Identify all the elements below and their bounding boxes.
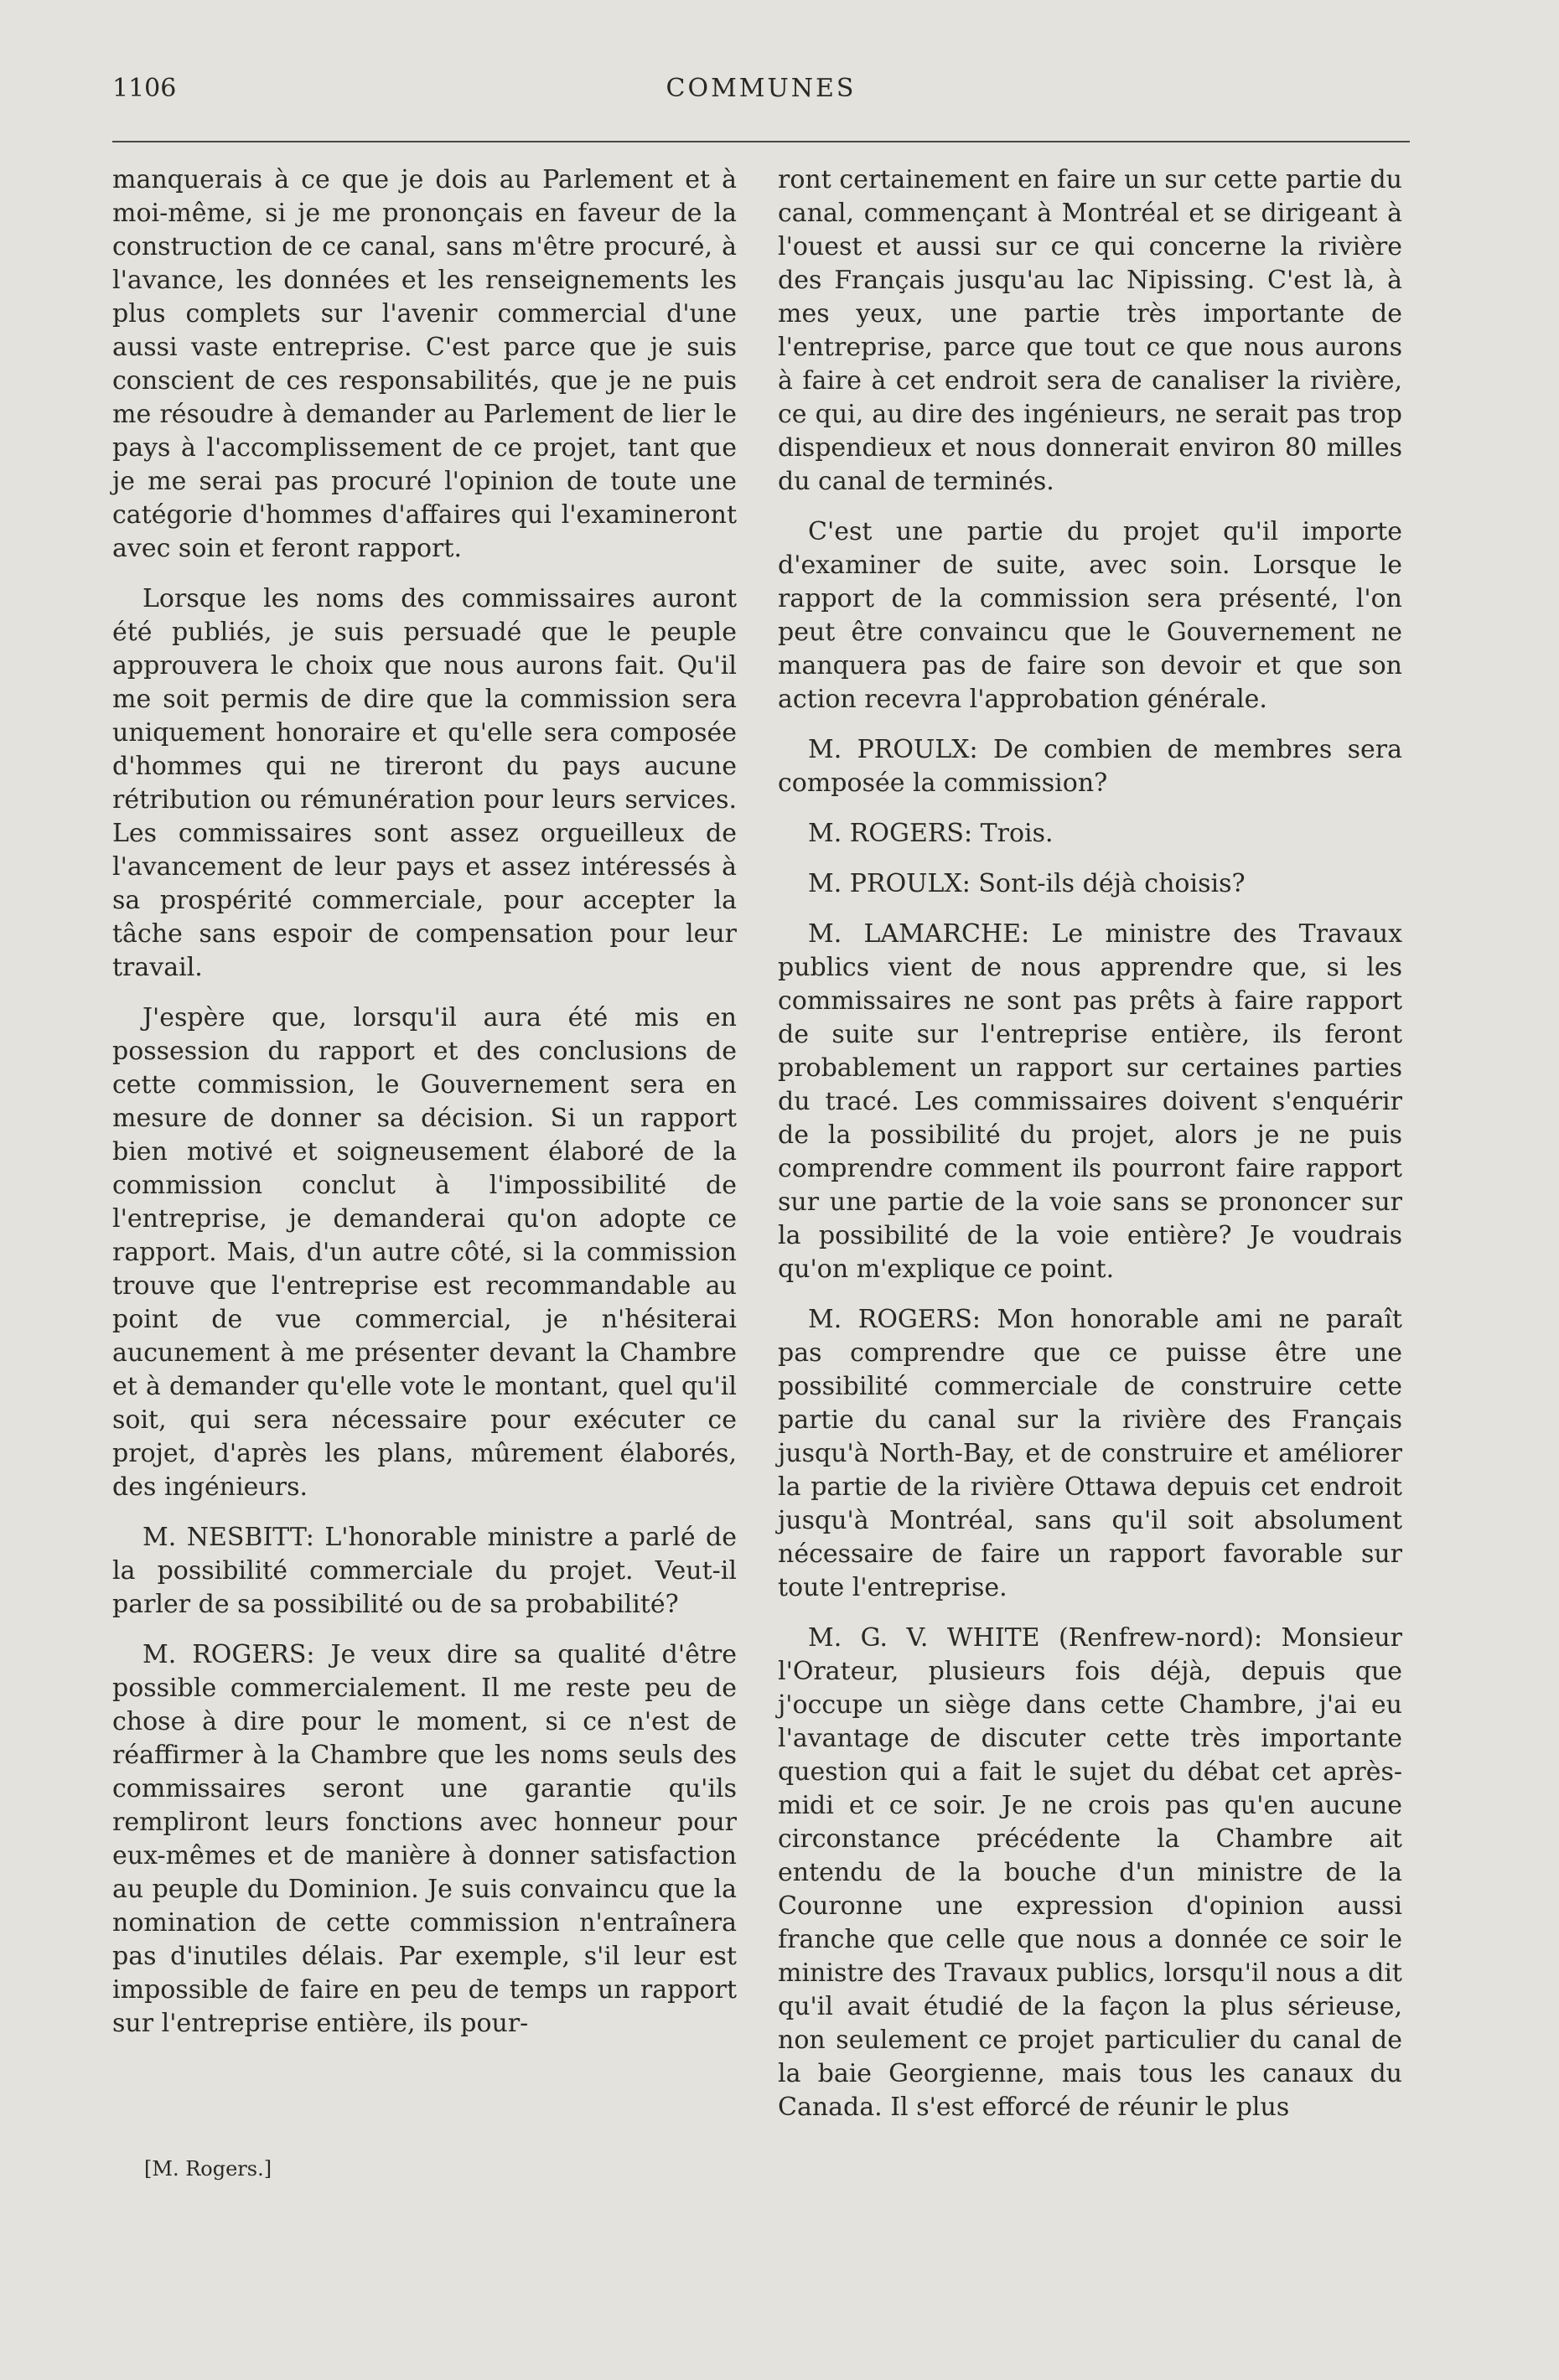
paragraph: M. PROULX: De combien de membres sera composée la commission?: [778, 735, 1402, 798]
paragraph: M. NESBITT: L'honorable ministre a parlé de la possibilité commerciale du projet. Veut-il parler de sa possibilité ou de sa probabilité?: [112, 1523, 737, 1619]
paragraph: M. G. V. WHITE (Renfrew-nord): Monsieur l'Orateur, plusieurs fois déjà, depuis que j'occupe un siège dans cette Chambre, j'ai eu l'avantage de discuter cette très importante question qui a fait le sujet du débat cet après-midi et ce soir. Je ne crois pas qu'en aucune circonstance précédente la Chambre ait entendu de la bouche d'un ministre de la Couronne une expression d'opinion aussi franche que celle que nous a donnée ce soir le ministre des Travaux publics, lorsqu'il nous a dit qu'il avait étudié de la façon la plus sérieuse, non seulement ce projet particulier du canal de la baie Georgienne, mais tous les canaux du Canada. Il s'est efforcé de réunir le plus: [778, 1623, 1402, 2122]
page-header: [112, 74, 1410, 116]
header-rule: [112, 141, 1410, 142]
paragraph: M. ROGERS: Trois.: [808, 819, 1054, 848]
speaker-reference: [M. Rogers.]: [144, 2157, 272, 2181]
right-column: [778, 163, 1402, 2141]
running-head: COMMUNES: [666, 74, 857, 103]
paragraph: M. LAMARCHE: Le ministre des Travaux publics vient de nous apprendre que, si les commissaires ne sont pas prêts à faire rapport de suite sur l'entreprise entière, ils feront probablement un rapport sur certaines parties du tracé. Les commissaires doivent s'enquérir de la possibilité du projet, alors je ne puis comprendre comment ils pourront faire rapport sur une partie de la voie sans se prononcer sur la possibilité de la voie entière? Je voudrais qu'on m'explique ce point.: [778, 919, 1402, 1284]
paragraph: M. PROULX: Sont-ils déjà choisis?: [808, 869, 1246, 898]
paragraph: M. ROGERS: Mon honorable ami ne paraît pas comprendre que ce puisse être une possibilité commerciale de construire cette partie du canal sur la rivière des Français jusqu'à North-Bay, et de construire et améliorer la partie de la rivière Ottawa depuis cet endroit jusqu'à Montréal, sans qu'il soit absolument nécessaire de faire un rapport favorable sur toute l'entreprise.: [778, 1305, 1402, 1602]
paragraph: C'est une partie du projet qu'il importe d'examiner de suite, avec soin. Lorsque le rapport de la commission sera présenté, l'on peut être convaincu que le Gouvernement ne manquera pas de faire son devoir et que son action recevra l'approbation générale.: [778, 517, 1402, 714]
paragraph: M. ROGERS: Je veux dire sa qualité d'être possible commercialement. Il me reste peu de chose à dire pour le moment, si ce n'est de réaffirmer à la Chambre que les noms seuls des commissaires seront une garantie qu'ils rempliront leurs fonctions avec honneur pour eux-mêmes et de manière à donner satisfaction au peuple du Dominion. Je suis convaincu que la nomination de cette commission n'entraînera pas d'inutiles délais. Par exemple, s'il leur est impossible de faire en peu de temps un rapport sur l'entreprise entière, ils pour-: [112, 1640, 737, 2038]
paragraph: manquerais à ce que je dois au Parlement et à moi-même, si je me prononçais en faveur de la construction de ce canal, sans m'être procuré, à l'avance, les données et les renseignements les plus complets sur l'avenir commercial d'une aussi vaste entreprise. C'est parce que je suis conscient de ces responsabilités, que je ne puis me résoudre à demander au Parlement de lier le pays à l'accomplissement de ce projet, tant que je me serai pas procuré l'opinion de toute une catégorie d'hommes d'affaires qui l'examineront avec soin et feront rapport.: [112, 165, 737, 563]
paragraph: Lorsque les noms des commissaires auront été publiés, je suis persuadé que le peuple approuvera le choix que nous aurons fait. Qu'il me soit permis de dire que la commission sera uniquement honoraire et qu'elle sera composée d'hommes qui ne tireront du pays aucune rétribution ou rémunération pour leurs services. Les commissaires sont assez orgueilleux de l'avancement de leur pays et assez intéressés à sa prospérité commerciale, pour accepter la tâche sans espoir de compensation pour leur travail.: [112, 584, 737, 982]
left-column: [112, 163, 737, 2057]
paragraph: J'espère que, lorsqu'il aura été mis en possession du rapport et des conclusions de cette commission, le Gouvernement sera en mesure de donner sa décision. Si un rapport bien motivé et soigneusement élaboré de la commission conclut à l'impossibilité de l'entreprise, je demanderai qu'on adopte ce rapport. Mais, d'un autre côté, si la commission trouve que l'entreprise est recommandable au point de vue commercial, je n'hésiterai aucunement à me présenter devant la Chambre et à demander qu'elle vote le montant, quel qu'il soit, qui sera nécessaire pour exécuter ce projet, d'après les plans, mûrement élaborés, des ingénieurs.: [112, 1003, 737, 1502]
page-number: 1106: [112, 74, 177, 103]
paragraph: ront certainement en faire un sur cette partie du canal, commençant à Montréal et se dirigeant à l'ouest et aussi sur ce qui concerne la rivière des Français jusqu'au lac Nipissing. C'est là, à mes yeux, une partie très importante de l'entreprise, parce que tout ce que nous aurons à faire à cet endroit sera de canaliser la rivière, ce qui, au dire des ingénieurs, ne serait pas trop dispendieux et nous donnerait environ 80 milles du canal de terminés.: [778, 165, 1402, 496]
